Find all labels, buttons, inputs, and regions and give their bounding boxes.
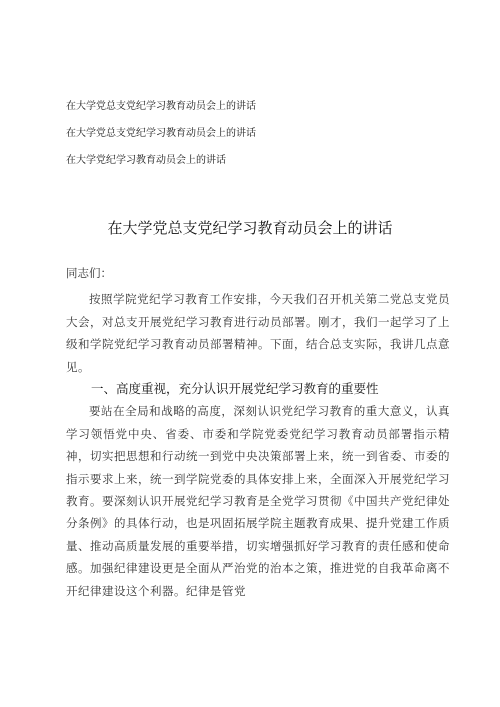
toc-item-1[interactable]: 在大学党总支党纪学习教育动员会上的讲话 (66, 101, 256, 112)
section-heading-1: 一、高度重视，充分认识开展党纪学习教育的重要性 (91, 381, 379, 397)
intro-paragraph: 按照学院党纪学习教育工作安排，今天我们召开机关第二党总支党员大会，对总支开展党纪学习教育进行动员部署。刚才，我们一起学习了上级和学院党纪学习教育动员部署精神。下面，结合总支实际，我讲几点意见。 (66, 292, 450, 374)
toc-item-2[interactable]: 在大学党总支党纪学习教育动员会上的讲话 (66, 128, 256, 139)
document-body (66, 262, 450, 602)
table-of-contents (66, 101, 446, 182)
document-title: 在大学党总支党纪学习教育动员会上的讲话 (107, 219, 393, 237)
section-1-paragraph: 要站在全局和战略的高度，深刻认识党纪学习教育的重大意义，认真学习领悟党中央、省委、市委和学院党委党纪学习教育动员部署指示精神，切实把思想和行动统一到党中央决策部署上来，统一到省委、市委的指示要求上来，统一到学院党委的具体安排上来，全面深入开展党纪学习教育。要深刻认识开展党纪学习教育是全党学习贯彻《中国共产党纪律处分条例》的具体行动，也是巩固拓展学院主题教育成果、提升党建工作质量、推动高质量发展的重要举措，切实增强抓好学习教育的责任感和使命感。加强纪律建设更是全面从严治党的治本之策，推进党的自我革命离不开纪律建设这个利器。纪律是管党 (66, 404, 450, 598)
toc-item-3[interactable]: 在大学党纪学习教育动员会上的讲话 (66, 155, 226, 166)
salutation: 同志们： (66, 266, 112, 280)
